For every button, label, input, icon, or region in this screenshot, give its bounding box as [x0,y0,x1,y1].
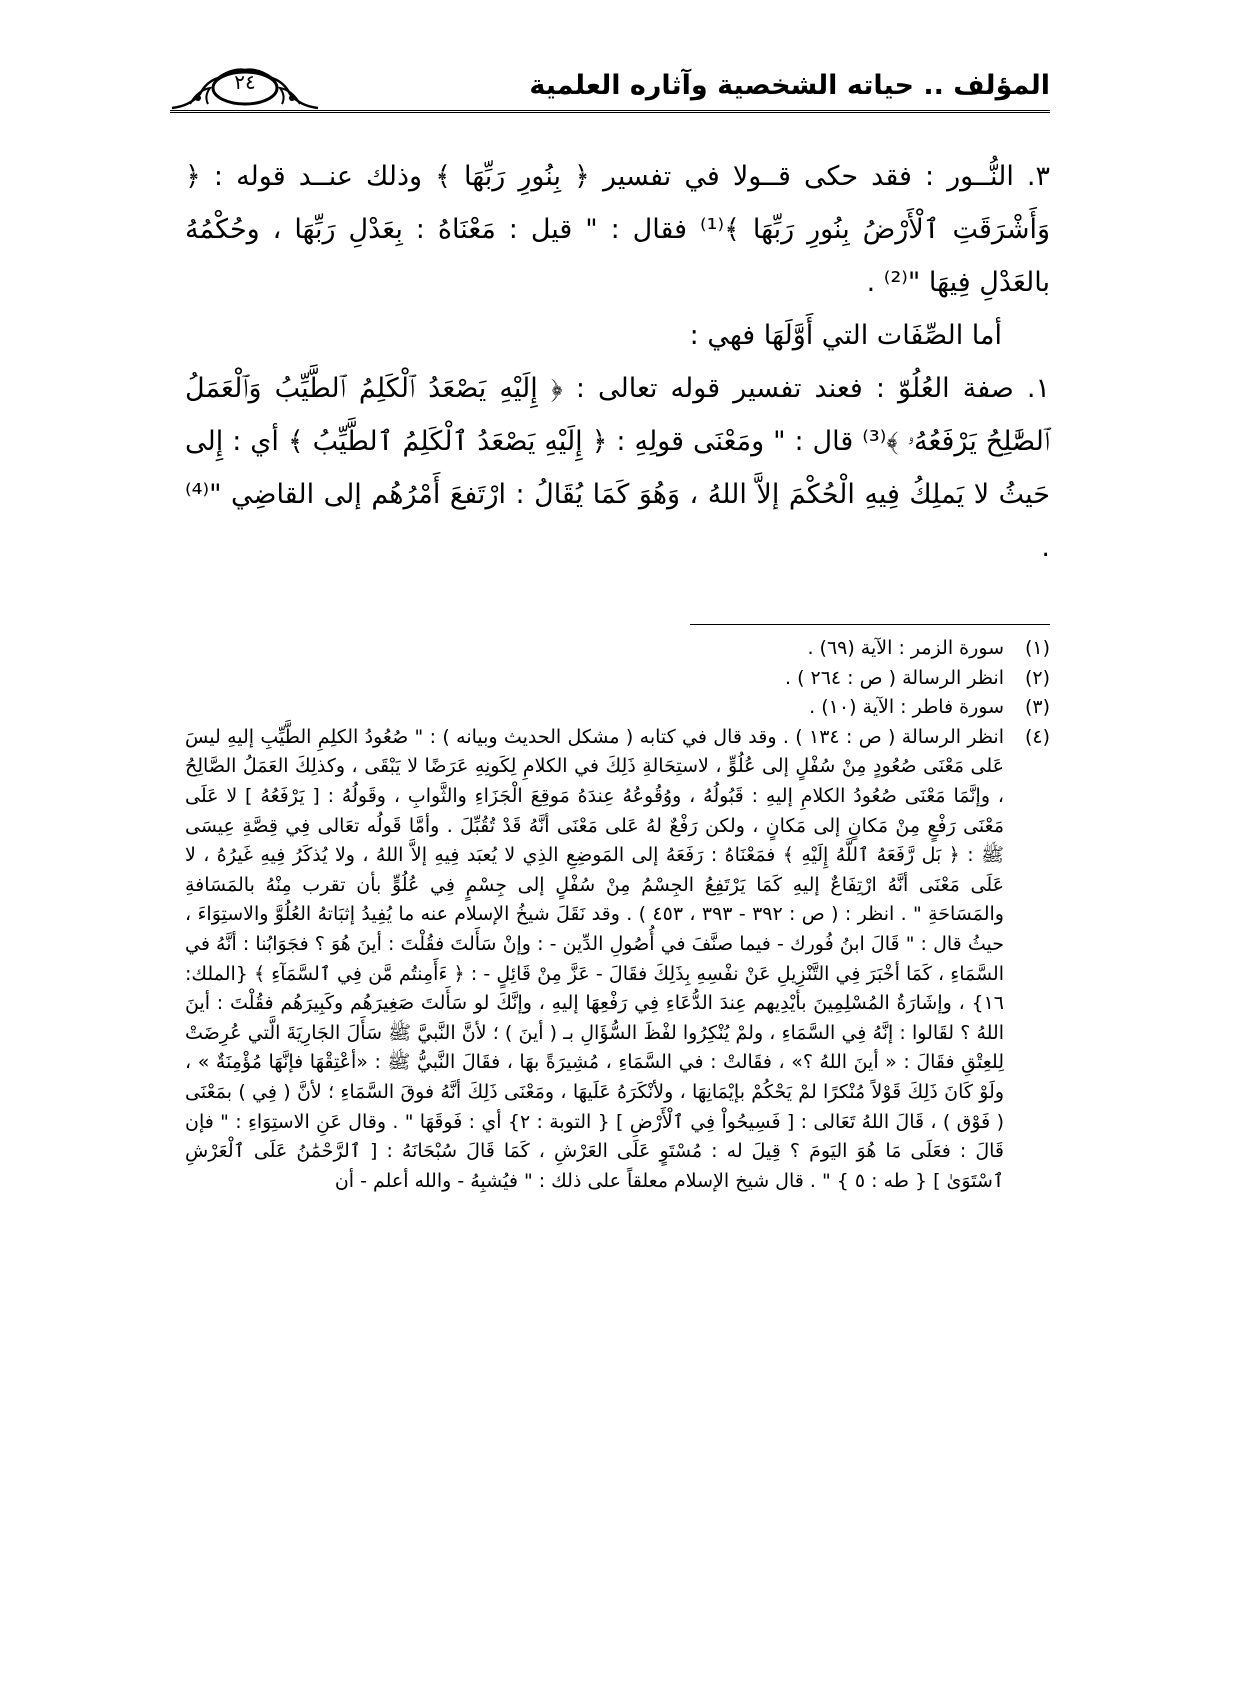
footnote [185,693,1050,723]
footnotes [185,634,1050,1196]
footnote-text: انظر الرسالة ( ص : ٢٦٤ ) . [784,666,1004,689]
footnote [185,723,1050,1197]
footnote-number: (٣) [1024,696,1050,719]
paragraph-light: ٣. النُّــور : فقد حكى قــولا في تفسير ﴿ بِنُورِ رَبِّهَا ﴾ وذلك عنــد قوله : ﴿ وَأَشْرَقَتِ ٱلْأَرْضُ بِنُورِ رَبِّهَا ﴾⁽¹⁾ فقال : " قيل : مَعْنَاهُ : بِعَدْلِ رَبِّهَا ، وحُكْمُهُ بالعَدْلِ فِيهَا "⁽²⁾ . [185,161,1050,298]
paragraph-interpreted-attributes: أما الصِّفَات التي أَوَّلَهَا فهي : [689,320,1002,351]
footnote-text: انظر الرسالة ( ص : ١٣٤ ) . وقد قال في كتابه ( مشكل الحديث وبيانه ) : " صُعُودُ الكلِمِ الطَّيِّبِ إليهِ ليسَ عَلى مَعْنَى صُعُودٍ مِنْ سُفْلٍ إلى عُلُوٍّ ، لاستِحَالةِ ذَلِكَ في الكلامِ لِكَونِهِ عَرَضًا لا يَبْقَى ، وكذلِكَ العَمَلُ الصَّالِحُ ، وإنَّمَا مَعْنَى صُعُودُ الكلامِ إليهِ : قَبُولُهُ ، ووُقُوعُهُ عِندَهُ مَوقِعَ الْجَزَاءِ والثَّوابِ ، وقَولُهُ : [ يَرْفَعُهُ ] لا عَلَى مَعْنَى رَفْعٍ مِنْ مَكانٍ إلى مَكانٍ ، ولكن رَفْعٌ لهُ عَلى مَعْنَى أنَّهُ قَدْ تُقُبِّلَ . وأمَّا قَولُه تعَالى فِي قِصَّةِ عِيسَى ﷺ : ﴿ بَل رَّفَعَهُ ٱللَّهُ إِلَيْهِ ﴾ فمَعْنَاهُ : رَفَعَهُ إلى المَوضِعِ الذِي لا يُعبَد فِيهِ إلاَّ اللهُ ، ولا يُذكَرُ فِيهِ غَيرُهُ ، لا عَلَى مَعْنَى أنَّهُ ارْتِفَاعٌ إليهِ كَمَا يَرْتَفِعُ الجِسْمُ مِنْ سُفْلٍ إلى جِسْمٍ فِي عُلُوٍّ بأن تقرب مِنْهُ بالمَسَافةِ والمَسَاحَةِ " . انظر : ( ص : ٣٩٢ - ٣٩٣ ، ٤٥٣ ) . وقد نَقَلَ شيخُ الإسلام عنه ما يُفِيدُ إثبَاتهُ العُلُوَّ والاستِوَاءَ ، حيثُ قال : " قَالَ ابنُ فُورك - فيما صنَّفَ في أُصُولِ الدِّين - : وإنْ سَأَلتَ فقُلْتَ : أينَ هُوَ ؟ فجَوَابُنا : أنَّهُ في السَّمَاءِ ، كَمَا أخْبَرَ فِي التَّنْزِيلِ عَنْ نفْسِهِ بِذَلِكَ فقَالَ - عَزَّ مِنْ قَائِلٍ - : ﴿ ءَأَمِنتُم مَّن فِي ٱلسَّمَآءِ ﴾ {الملك: ١٦} ، وإشَارَةُ المُسْلِمِينَ بأيْدِيهم عِندَ الدُّعَاءِ فِي رَفْعِهَا إليهِ ، وإنَّكَ لو سَأَلتَ صَغِيرَهُم وكَبِيرَهُم فقُلْتَ : أينَ اللهُ ؟ لقَالوا : إنَّهُ فِي السَّمَاءِ ، ولمْ يُنْكِرُوا لفْظَ السُّؤَالِ بـ ( أينَ ) ؛ لأنَّ النَّبيَّ ﷺ سَأَلَ الجَارِيَةَ الَّتي عُرِضَتْ لِلعِتْقِ فقَالَ : « أينَ اللهُ ؟» ، فقَالتْ : في السَّمَاءِ ، مُشِيرَةً بهَا ، فقَالَ النَّبيُّ ﷺ : «أعْتِقْهَا فإنَّهَا مُؤْمِنَةٌ » ، ولَوْ كَانَ ذَلِكَ قَوْلاً مُنْكرًا لمْ يَحْكُمْ بإيْمَانِهَا ، ولأنْكَرَهُ عَلَيهَا ، ومَعْنَى ذَلِكَ أنَّهُ فوقَ السَّمَاءِ ؛ لأنَّ ( فِي ) بمَعْنَى ( فَوْق ) ، قَالَ اللهُ تَعَالى : [ فَسِيحُواْ فِي ٱلْأَرْضِ ] { التوبة : ٢} أي : فَوقَهَا " . وقال عَنِ الاستِوَاءِ : " فإن قَالَ : فعَلَى مَا هُوَ اليَومَ ؟ قِيلَ له : مُسْتَوٍ عَلَى العَرْشِ ، كَمَا قَالَ سُبْحَانَهُ : [ ٱلرَّحْمَٰنُ عَلَى ٱلْعَرْشِ ٱسْتَوَىٰ ] { طه : ٥ } " . قال شيخ الإسلام معلقاً على ذلك : " فيُشبِهُ - والله أعلم - أن [185,725,1004,1192]
footnote-number: (٢) [1024,666,1050,689]
main-text [185,150,1050,574]
footnote [185,664,1050,694]
running-title: المؤلف .. حياته الشخصية وآثاره العلمية [529,70,1050,101]
page-header [170,60,1050,120]
footnote [185,634,1050,664]
footnote-text: سورة الزمر : الآية (٦٩) . [807,637,1004,659]
footnote-separator [690,624,1050,625]
footnote-number: (٤) [1024,725,1050,748]
header-rule [170,110,1050,113]
paragraph-highness: ١. صفة العُلُوّ : فعند تفسير قوله تعالى : ﴿ إِلَيْهِ يَصْعَدُ ٱلْكَلِمُ ٱلطَّيِّبُ وَٱلْعَمَلُ ٱلصَّٰلِحُ يَرْفَعُهُۥ ﴾⁽³⁾ قال : " ومَعْنَى قولِهِ : ﴿ إِلَيْهِ يَصْعَدُ ٱلْكَلِمُ ٱلطَّيِّبُ ﴾ أي : إِلى حَيثُ لا يَملِكُ فِيهِ الْحُكْمَ إلاَّ اللهُ ، وَهُوَ كَمَا يُقَالُ : ارْتَفعَ أَمْرُهُم إلى القاضِي "⁽⁴⁾ . [185,373,1050,563]
footnote-number: (١) [1024,637,1050,659]
footnote-text: سورة فاطر : الآية (١٠) . [809,696,1004,719]
page-number: ٢٤ [234,70,256,94]
